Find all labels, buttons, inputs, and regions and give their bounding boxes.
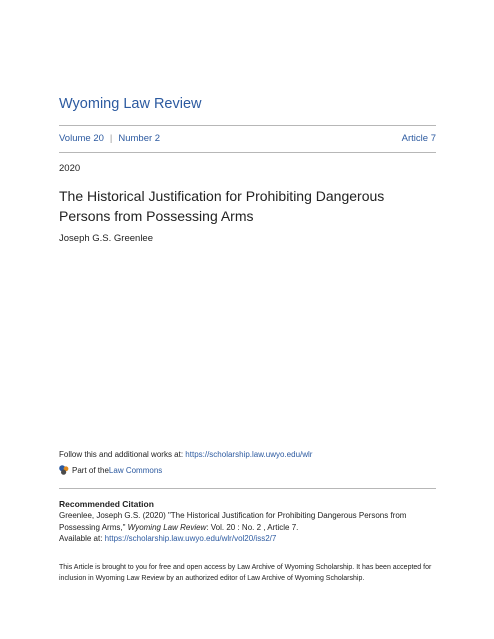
volume-link[interactable]: Volume 20 — [59, 133, 104, 144]
article-link[interactable]: Article 7 — [401, 133, 436, 144]
part-of-prefix: Part of the — [72, 465, 109, 475]
available-url-link[interactable]: https://scholarship.law.uwyo.edu/wlr/vol20/iss2/7 — [104, 534, 277, 543]
law-commons-link[interactable]: Law Commons — [108, 465, 163, 475]
author-name: Joseph G.S. Greenlee — [59, 233, 153, 244]
follow-line — [59, 450, 312, 459]
issue-row — [59, 133, 436, 144]
citation-journal: Wyoming Law Review — [127, 522, 207, 532]
citation-line-2-prefix: Possessing Arms," — [59, 522, 128, 532]
issue-separator: | — [109, 133, 113, 144]
citation-line-2 — [59, 522, 439, 534]
citation-available — [59, 533, 439, 545]
follow-url-link[interactable]: https://scholarship.law.uwyo.edu/wlr — [185, 450, 313, 459]
part-of-line — [59, 465, 162, 475]
citation-heading: Recommended Citation — [59, 499, 154, 509]
citation-body — [59, 510, 439, 545]
issue-info — [59, 133, 160, 144]
citation-line-2-suffix: : Vol. 20 : No. 2 , Article 7. — [206, 522, 299, 532]
top-divider — [59, 125, 436, 126]
available-prefix: Available at: — [59, 534, 105, 543]
publication-year: 2020 — [59, 163, 81, 174]
network-logo-icon — [59, 465, 69, 475]
access-statement: This Article is brought to you for free and open access by Law Archive of Wyoming Scholarship. It has been accepted for inclusion in Wyoming Law Review by an authorized editor of Law Archive of Wyoming Scholarship. — [59, 564, 432, 582]
article-title: The Historical Justification for Prohibiting Dangerous Persons from Possessing Arms — [59, 188, 385, 224]
citation-line-1: Greenlee, Joseph G.S. (2020) "The Historical Justification for Prohibiting Dangerous Persons from — [59, 511, 407, 520]
number-link[interactable]: Number 2 — [118, 133, 161, 144]
citation-divider — [59, 488, 436, 489]
journal-title-link[interactable]: Wyoming Law Review — [59, 96, 202, 112]
follow-prefix: Follow this and additional works at: — [59, 450, 186, 459]
issue-divider — [59, 152, 436, 153]
